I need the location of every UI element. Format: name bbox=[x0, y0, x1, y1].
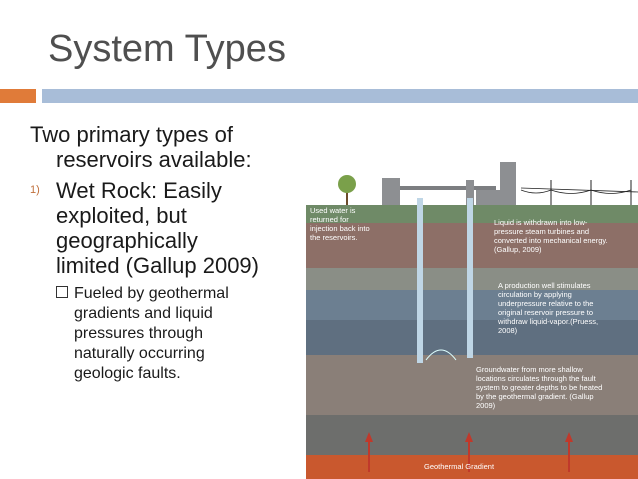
item-line: limited (Gallup 2009) bbox=[56, 253, 259, 278]
accent-bar bbox=[0, 89, 36, 103]
item-line: Wet Rock: Easily bbox=[56, 178, 222, 203]
liquid-withdrawn-caption: Liquid is withdrawn into low- pressure steam turbines and converted into mechanical energy. (Gallup, 2009) bbox=[494, 218, 608, 254]
list-item-wet-rock bbox=[30, 178, 300, 278]
title-underline-bar bbox=[42, 89, 638, 103]
slide-title: System Types bbox=[48, 28, 286, 70]
production-well-caption: A production well stimulates circulation by applying underpressure relative to the original reservoir pressure to withdraw liquid-vapor.(Pruess, 2008) bbox=[498, 281, 599, 335]
sub-line: geologic faults. bbox=[74, 365, 181, 382]
sub-bullet-item bbox=[30, 284, 300, 384]
geothermal-gradient-label: Geothermal Gradient bbox=[424, 462, 495, 471]
square-bullet-icon bbox=[56, 286, 68, 298]
intro-line-2: reservoirs available: bbox=[56, 147, 252, 172]
sub-line: gradients and liquid bbox=[74, 305, 213, 322]
groundwater-caption: Groundwater from more shallow locations circulates through the fault system to greater depths to be heated by the geothermal gradient. (Gallup 2009) bbox=[476, 365, 603, 410]
slide-body bbox=[30, 122, 300, 384]
geothermal-diagram bbox=[306, 150, 638, 479]
intro-line-1: Two primary types of bbox=[30, 122, 233, 147]
sub-line: naturally occurring bbox=[74, 345, 205, 362]
item-line: exploited, but bbox=[56, 203, 187, 228]
used-water-caption: Used water is returned for injection back into the reservoirs. bbox=[310, 206, 370, 242]
list-item-number: 1) bbox=[30, 184, 40, 196]
sub-line: Fueled by geothermal bbox=[74, 285, 229, 302]
sub-line: pressures through bbox=[74, 325, 203, 342]
item-line: geographically bbox=[56, 228, 198, 253]
